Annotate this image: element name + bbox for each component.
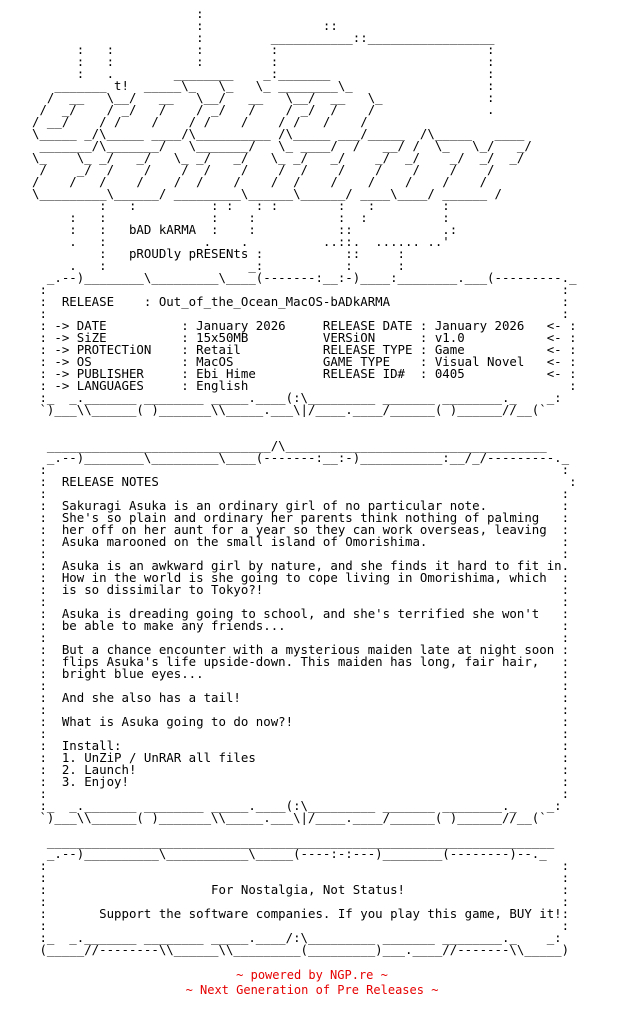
nfo-text: : : :: : ___________::_________________ : : : : : : : : : : : . ________ _:_______ : _______ t! _____\_ \_ \_ ________\_ : / __ \__/ __ \__/ __ \__/ __ \_ : / _/ / _/ / / _/ / / _/ / / . / __/ / / / / / / / / / / \_____ _/\_____ ____/\__________ /\_____ ___/_____ /\_____ ____ _______/\_______/ \_______/ \_ ____/ / __/ / \_ \_/ _/ \_ \_ _/ _/ \_ _/ _/ \_ _/ _/ _/ _/ _/ _/ _/ / _/ / / / / / / / / / / / / / / / / / / / / / / / / / / \_________\______/ _________\______\______/ ____\____/ ______ / : : : : : : : : : : : : : : : : : : bAD kARMA : : :: .: . : . . ..::. ...... ..' : pROUDly pRESENts : :: : . : _: : : _.--)________\_________\____(-------:__:-)____:________.___(---------._ : : : RELEASE : Out_of_the_Ocean_MacOS-bADkARMA : : : : -> DATE : January 2026 RELEASE DATE : January 2026 <- : : -> SiZE : 15x50MB VERSiON : v1.0 <- : : -> PROTECTiON : Retail RELEASE TYPE : Game <- : : -> OS : MacOS GAME TYPE : Visual Novel <- : : -> PUBLISHER : Ebi Hime RELEASE ID# : 0405 <- : : -> LANGUAGES : English : :_ _._______ ________ _____.____(:\_________ _______ ________._ _: `)___\\______( )_______\\_____.___\|/____.____/______( )______//__(` ______________________________/\___________________________________ _.--)________\_________\____(-------:__:-)___________:__/_/---------._ : : : RELEASE NOTES : : : : Sakuragi Asuka is an ordinary girl of no particular note. : : She's so plain and ordinary her parents think nothing of palming : : her off on her aunt for a year so they can work overseas, leaving : : Asuka marooned on the small island of Omorishima. : : : : Asuka is an awkward girl by nature, and she finds it hard to fit in. : How in the world is she going to cope living in Omorishima, which : : is so dissimilar to Tokyo?! : : : : Asuka is dreading going to school, and she's terrified she won't : : be able to make any friends... : : : : But a chance encounter with a mysterious maiden late at night soon : : flips Asuka's life upside-down. This maiden has long, fair hair, : : bright blue eyes... : : : : And she also has a tail! : : : : What is Asuka going to do now?! : : : : Install: : : 1. UnZiP / UnRAR all files : : 2. Launch! : : 3. Enjoy! : : : :_ _._______ ________ _____.____(:\_________ _______ ________._ _: `)___\\______( )_______\\_____.___\|/____.____/______( )______//__(` ____________________________________________________________________ _.--)__________\___________\_____(----:-:---)________(--------)--._ : : : : : For Nostalgia, Not Status! : : : : Support the software companies. If you play this game, BUY it!: : : :_ _._______ ________ _____.____/:\_________ _______ ________._ _: (_____//--------\\______\\_________(_________)___.____//-------\\_____) bbox=[32, 6, 577, 957]
footer-tagline: ~ Next Generation of Pre Releases ~ bbox=[185, 983, 439, 997]
footer-powered-by: ~ powered by NGP.re ~ bbox=[236, 968, 388, 982]
